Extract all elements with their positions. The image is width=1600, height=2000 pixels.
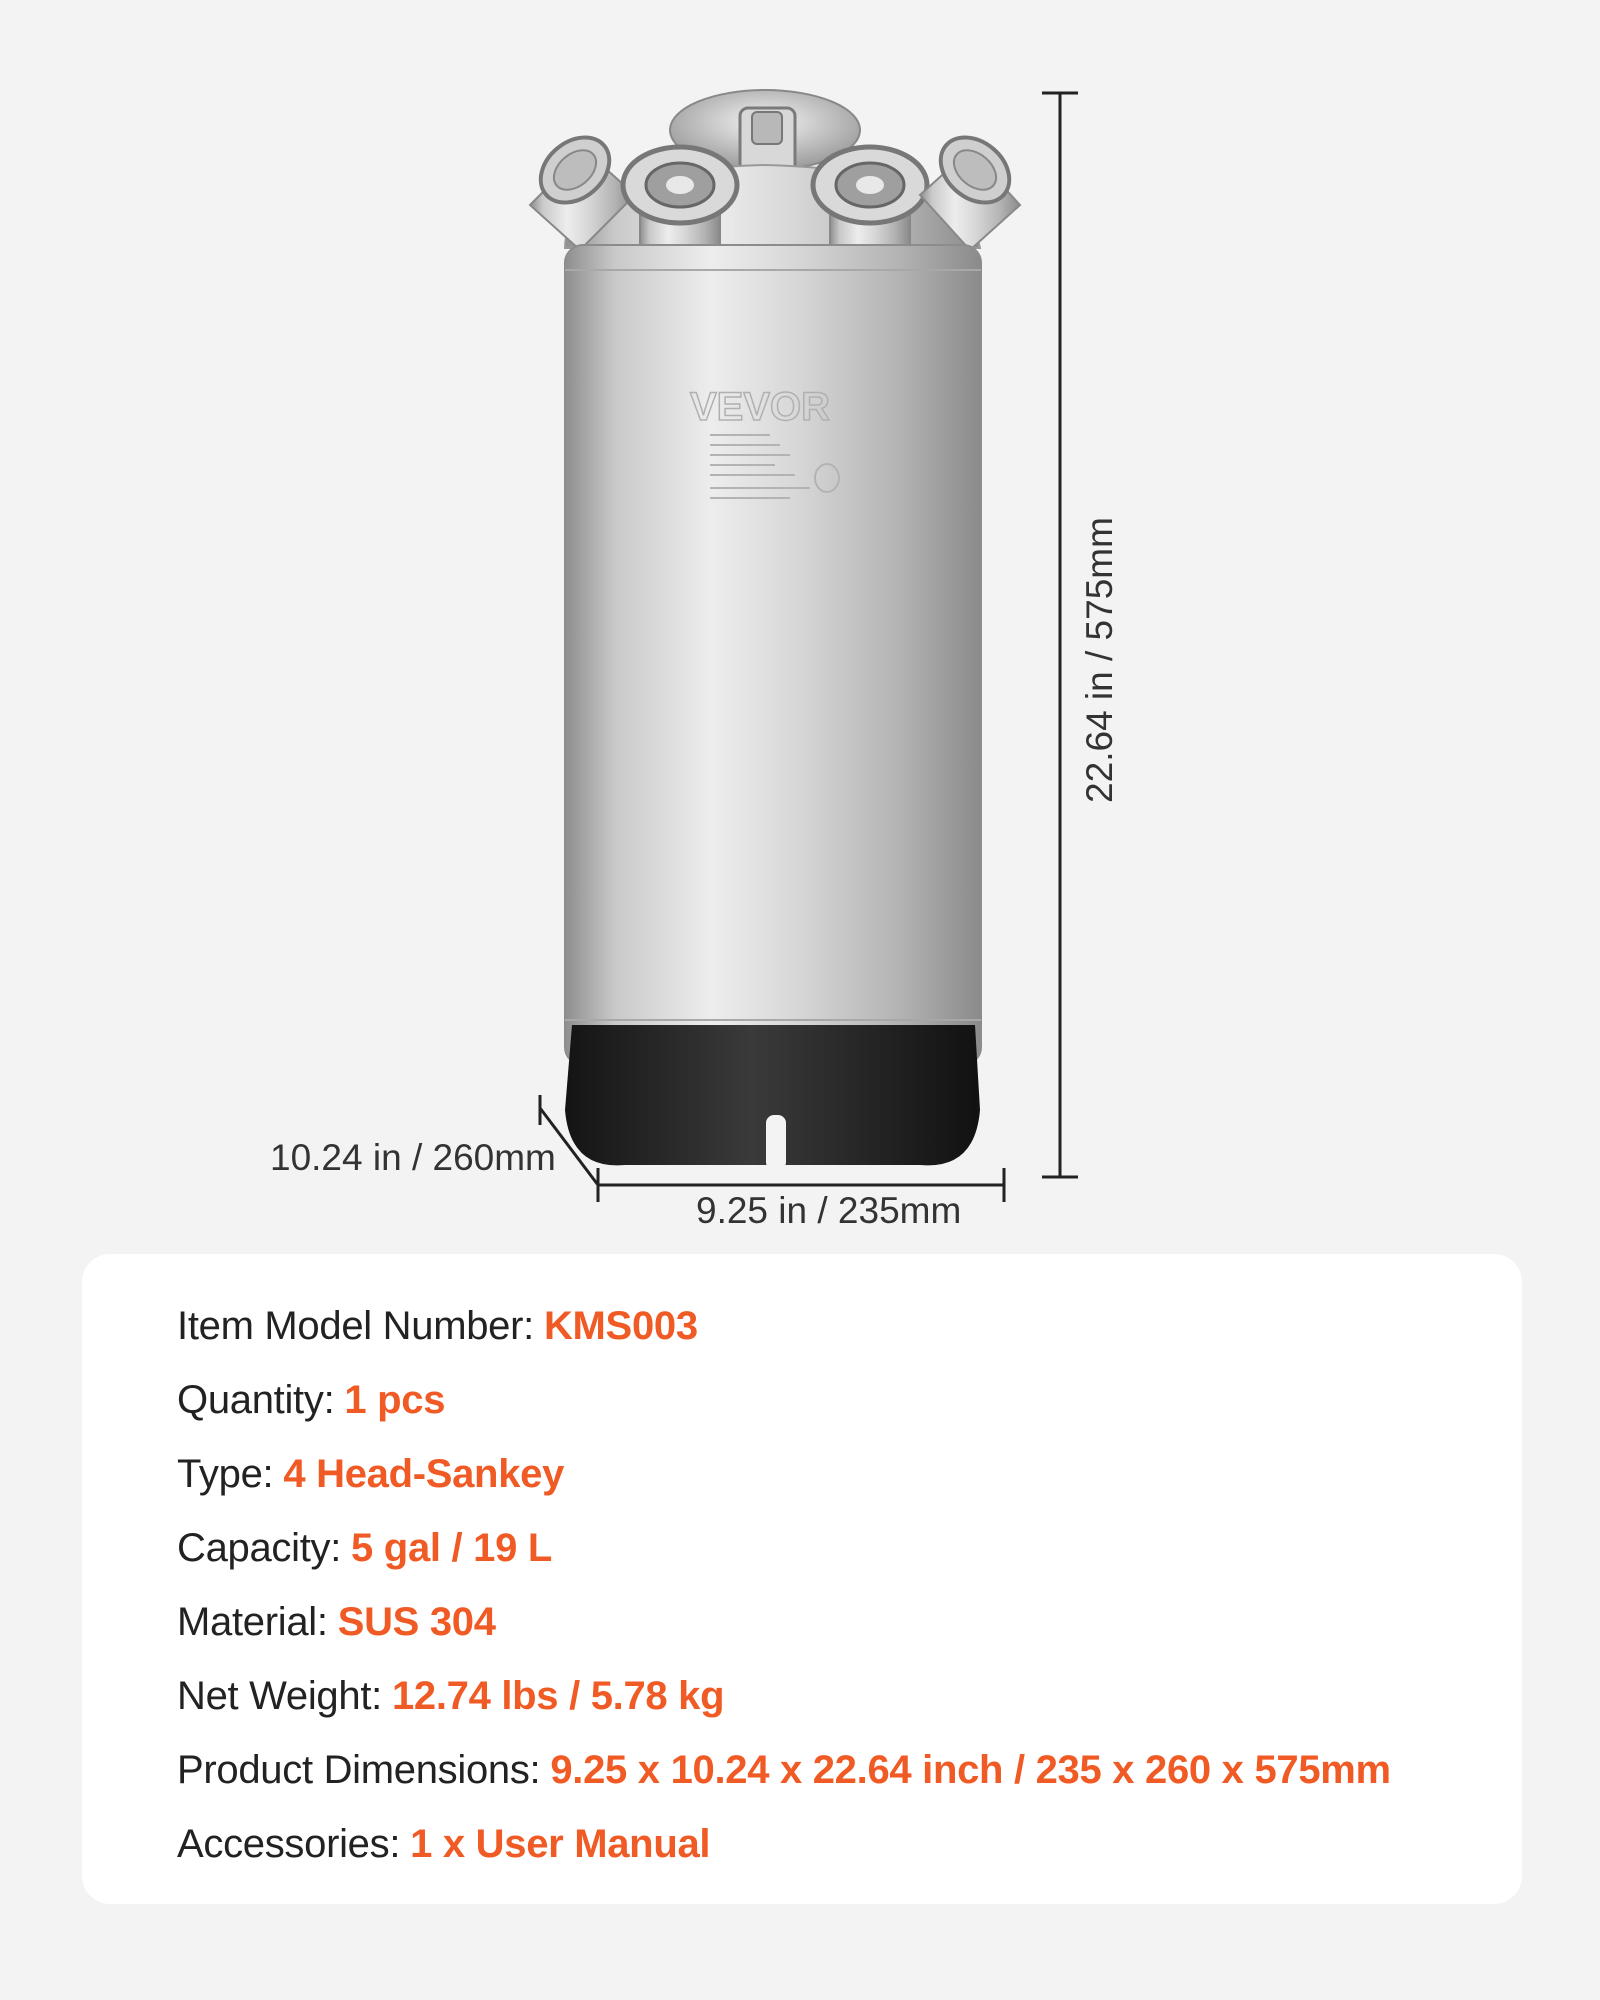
keg-body xyxy=(565,245,981,1065)
spec-row-model xyxy=(177,1304,698,1349)
spec-label: Accessories: xyxy=(177,1822,401,1866)
spec-value: SUS 304 xyxy=(337,1600,496,1644)
spec-value: KMS003 xyxy=(543,1304,698,1348)
depth-dimension-label: 10.24 in / 260mm xyxy=(270,1137,556,1178)
brand-logo: VEVOR xyxy=(689,385,831,429)
spec-value: 1 x User Manual xyxy=(410,1822,711,1866)
spec-label: Item Model Number: xyxy=(177,1304,534,1348)
spec-row-dimensions xyxy=(177,1748,1391,1793)
spec-label: Capacity: xyxy=(177,1526,342,1570)
keg-rubber-base xyxy=(565,1025,980,1170)
spec-label: Product Dimensions: xyxy=(177,1748,541,1792)
spec-row-capacity xyxy=(177,1526,552,1571)
keg-port-inner-right xyxy=(813,147,927,255)
spec-value: 9.25 x 10.24 x 22.64 inch / 235 x 260 x 575mm xyxy=(550,1748,1391,1792)
spec-row-type xyxy=(177,1452,564,1497)
spec-value: 4 Head-Sankey xyxy=(283,1452,565,1496)
spec-card xyxy=(82,1254,1522,1904)
spec-row-accessories xyxy=(177,1822,710,1867)
height-dimension-line xyxy=(1042,93,1078,1177)
keg-port-inner-left xyxy=(623,147,737,255)
spec-value: 1 pcs xyxy=(344,1378,446,1422)
spec-label: Net Weight: xyxy=(177,1674,382,1718)
spec-row-quantity xyxy=(177,1378,445,1423)
spec-label: Material: xyxy=(177,1600,328,1644)
spec-row-net-weight xyxy=(177,1674,724,1719)
spec-label: Type: xyxy=(177,1452,274,1496)
spec-value: 12.74 lbs / 5.78 kg xyxy=(391,1674,725,1718)
spec-label: Quantity: xyxy=(177,1378,335,1422)
spec-row-material xyxy=(177,1600,496,1645)
height-dimension-label: 22.64 in / 575mm xyxy=(1079,517,1120,803)
spec-value: 5 gal / 19 L xyxy=(351,1526,552,1570)
width-dimension-label: 9.25 in / 235mm xyxy=(696,1190,962,1231)
